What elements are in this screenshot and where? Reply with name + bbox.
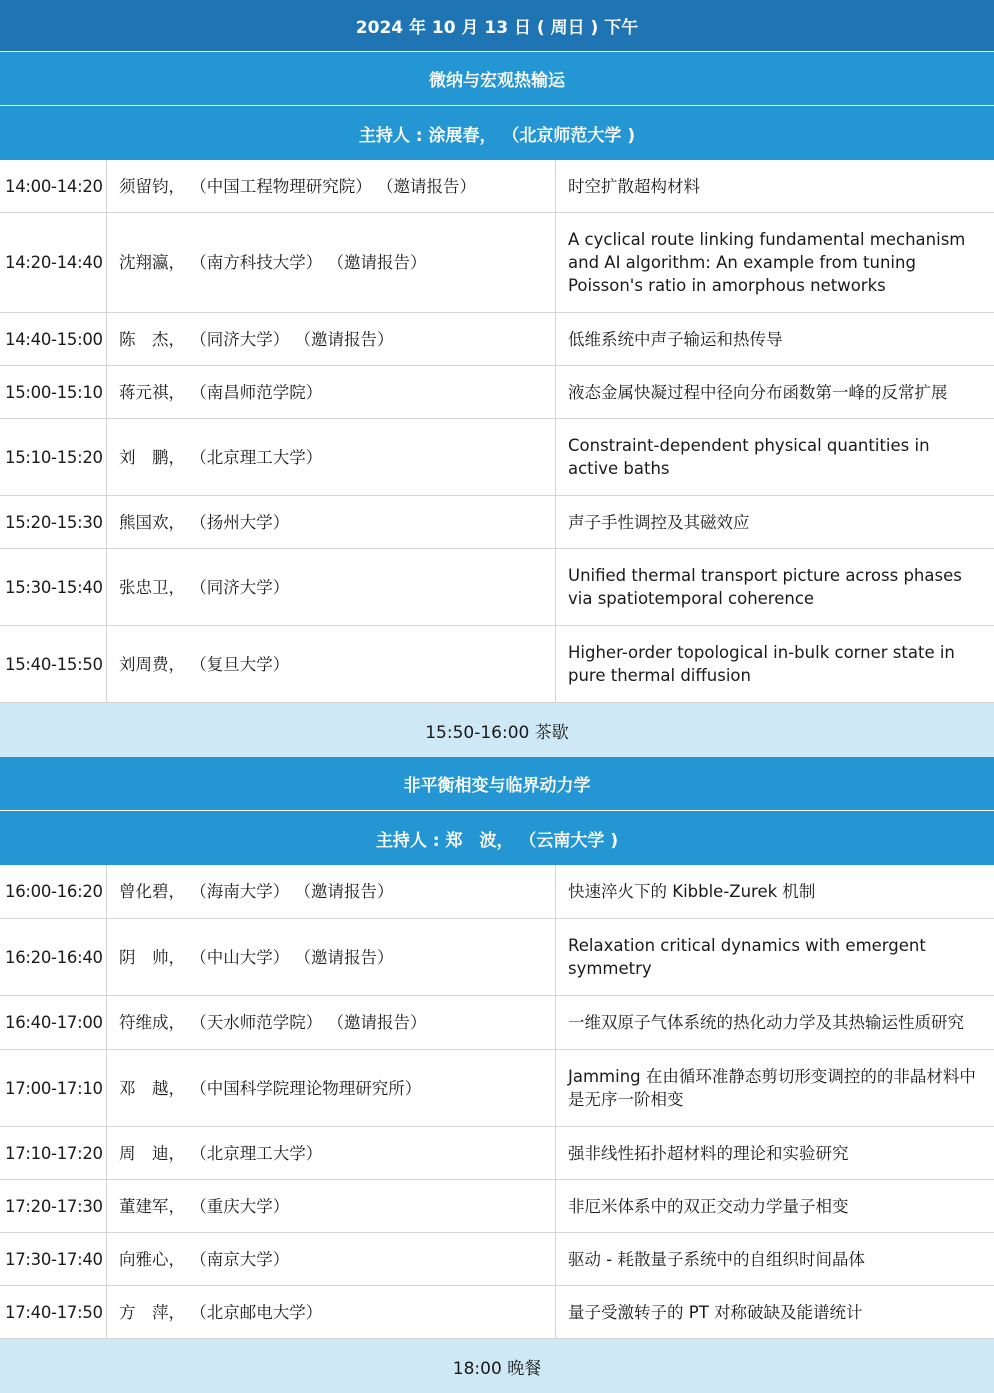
talk-time: 16:00-16:20 (0, 865, 107, 918)
talk-speaker: 董建军， （重庆大学） (107, 1180, 556, 1232)
talk-title: 非厄米体系中的双正交动力学量子相变 (568, 1196, 849, 1216)
talk-row (0, 213, 994, 313)
talk-row (0, 1050, 994, 1127)
talk-speaker: 刘 鹏， （北京理工大学） (107, 419, 556, 495)
talk-time: 15:00-15:10 (0, 366, 107, 418)
talk-title: 声子手性调控及其磁效应 (568, 512, 750, 532)
session-title: 非平衡相变与临界动力学 (0, 757, 994, 811)
talk-title: 一维双原子气体系统的热化动力学及其热输运性质研究 (568, 1013, 964, 1032)
session-title: 微纳与宏观热输运 (0, 52, 994, 106)
talk-title: Constraint-dependent physical quantities in active baths (568, 436, 930, 478)
talk-title: Higher-order topological in-bulk corner state in pure thermal diffusion (568, 643, 955, 685)
tea-break: 15:50-16:00 茶歇 (0, 703, 994, 757)
talk-time: 17:40-17:50 (0, 1286, 107, 1338)
talk-time: 14:00-14:20 (0, 160, 107, 212)
talk-speaker: 沈翔瀛， （南方科技大学） （邀请报告） (107, 213, 556, 312)
session-host: 主持人 : 涂展春， （北京师范大学 ) (0, 106, 994, 160)
talk-time: 17:10-17:20 (0, 1127, 107, 1179)
talk-row (0, 419, 994, 496)
talk-time: 15:30-15:40 (0, 549, 107, 625)
talk-title: 强非线性拓扑超材料的理论和实验研究 (568, 1143, 849, 1163)
talk-time: 15:10-15:20 (0, 419, 107, 495)
talk-speaker: 刘周费， （复旦大学） (107, 626, 556, 702)
talk-row (0, 996, 994, 1050)
talk-title: 低维系统中声子输运和热传导 (568, 329, 783, 349)
talk-row (0, 366, 994, 419)
date-header: 2024 年 10 月 13 日 ( 周日 ) 下午 (0, 0, 994, 52)
talk-speaker: 张忠卫， （同济大学） (107, 549, 556, 625)
talk-title: Relaxation critical dynamics with emergent symmetry (568, 936, 926, 978)
talk-speaker: 邓 越， （中国科学院理论物理研究所） (107, 1050, 556, 1126)
talk-speaker: 熊国欢， （扬州大学） (107, 496, 556, 548)
talk-speaker: 须留钧， （中国工程物理研究院） （邀请报告） (107, 160, 556, 212)
talk-speaker: 符维成， （天水师范学院） （邀请报告） (107, 996, 556, 1049)
talk-row (0, 1286, 994, 1339)
talk-speaker: 方 萍， （北京邮电大学） (107, 1286, 556, 1338)
dinner: 18:00 晚餐 (0, 1339, 994, 1393)
talk-row (0, 313, 994, 366)
talk-time: 16:20-16:40 (0, 919, 107, 995)
talk-row (0, 865, 994, 919)
talk-title: 液态金属快凝过程中径向分布函数第一峰的反常扩展 (568, 382, 948, 402)
talk-row (0, 1127, 994, 1180)
talk-list (0, 160, 994, 703)
talk-time: 17:30-17:40 (0, 1233, 107, 1285)
talk-speaker: 向雅心， （南京大学） (107, 1233, 556, 1285)
talk-title: Unified thermal transport picture across phases via spatiotemporal coherence (568, 566, 962, 608)
talk-time: 16:40-17:00 (0, 996, 107, 1049)
talk-speaker: 周 迪， （北京理工大学） (107, 1127, 556, 1179)
talk-row (0, 626, 994, 703)
talk-time: 14:20-14:40 (0, 213, 107, 312)
talk-row (0, 496, 994, 549)
talk-time: 14:40-15:00 (0, 313, 107, 365)
talk-row (0, 160, 994, 213)
talk-row (0, 1180, 994, 1233)
talk-time: 15:20-15:30 (0, 496, 107, 548)
talk-speaker: 蒋元祺， （南昌师范学院） (107, 366, 556, 418)
talk-speaker: 陈 杰， （同济大学） （邀请报告） (107, 313, 556, 365)
talk-row (0, 549, 994, 626)
talk-list (0, 865, 994, 1339)
talk-title: 量子受激转子的 PT 对称破缺及能谱统计 (568, 1302, 863, 1322)
talk-row (0, 1233, 994, 1286)
session-host: 主持人 : 郑 波， （云南大学 ) (0, 811, 994, 865)
talk-title: 快速淬火下的 Kibble-Zurek 机制 (568, 882, 816, 901)
talk-speaker: 阴 帅， （中山大学） （邀请报告） (107, 919, 556, 995)
talk-title: A cyclical route linking fundamental mechanism and AI algorithm: An example from tuning Poisson's ratio in amorphous networks (568, 230, 966, 295)
talk-title: Jamming 在由循环准静态剪切形变调控的的非晶材料中是无序一阶相变 (568, 1067, 976, 1109)
talk-time: 17:20-17:30 (0, 1180, 107, 1232)
talk-time: 17:00-17:10 (0, 1050, 107, 1126)
talk-title: 时空扩散超构材料 (568, 176, 700, 196)
talk-time: 15:40-15:50 (0, 626, 107, 702)
talk-speaker: 曾化碧， （海南大学） （邀请报告） (107, 865, 556, 918)
talk-row (0, 919, 994, 996)
talk-title: 驱动 - 耗散量子系统中的自组织时间晶体 (568, 1249, 865, 1269)
